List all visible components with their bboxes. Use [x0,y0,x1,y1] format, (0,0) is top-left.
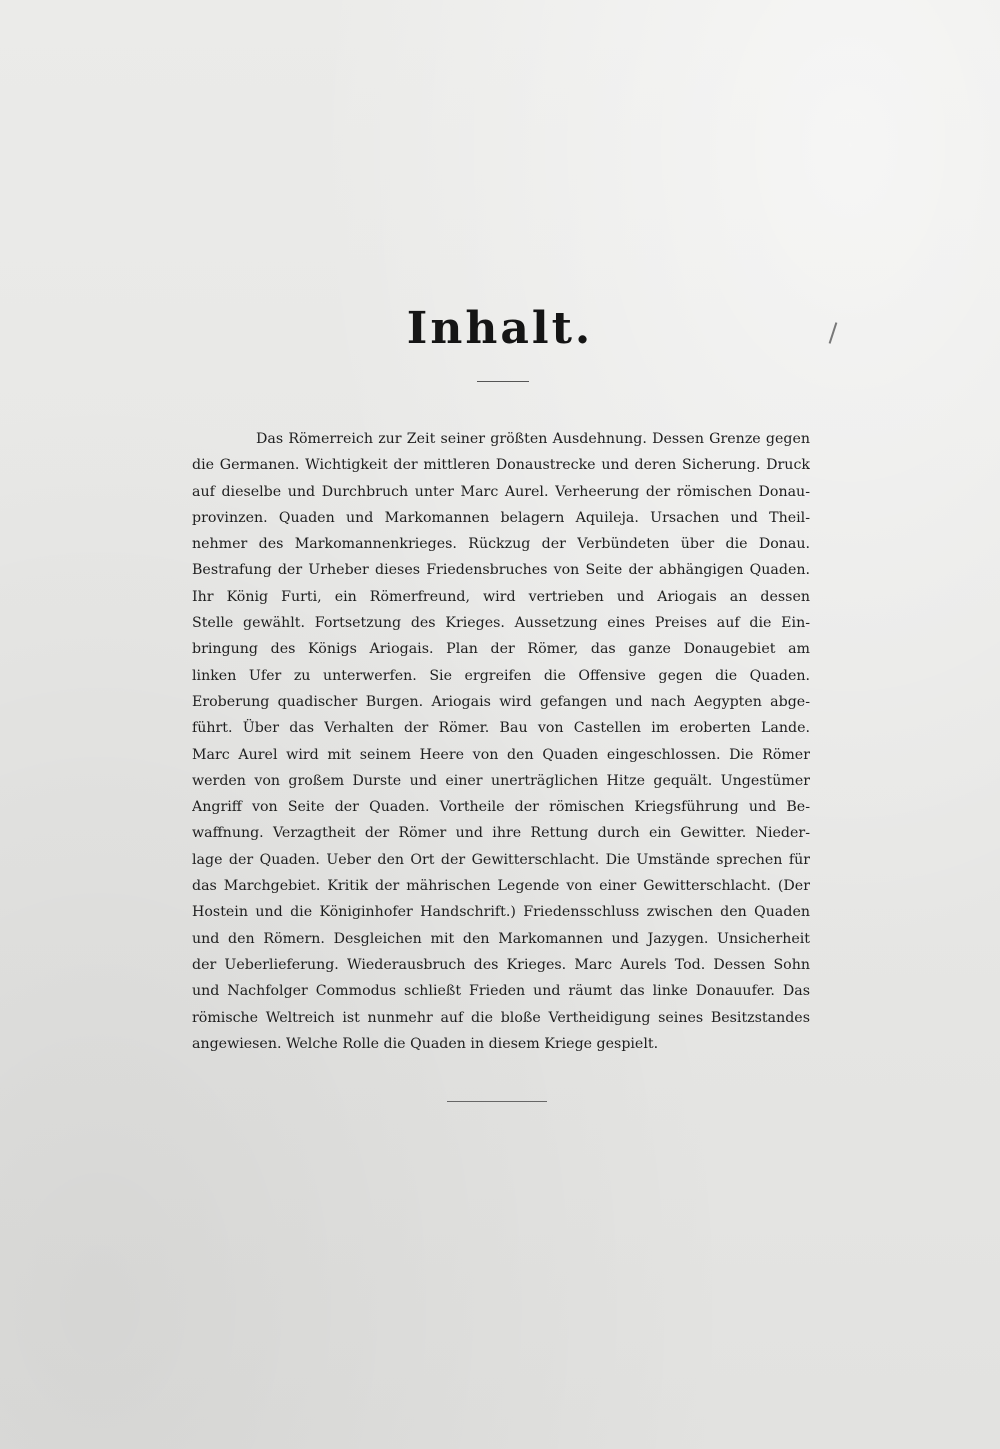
text-line: lage der Quaden. Ueber den Ort der Gewitterschlacht. Die Umstände sprechen für [192,851,810,868]
text-line: nehmer des Markomannenkrieges. Rückzug der Verbündeten über die Donau. [192,536,810,553]
text-line: bringung des Königs Ariogais. Plan der Römer, das ganze Donaugebiet am [192,641,810,658]
text-line: auf dieselbe und Durchbruch unter Marc Aurel. Verheerung der römischen Donau- [192,483,810,500]
text-line: die Germanen. Wichtigkeit der mittleren Donaustrecke und deren Sicherung. Druck [192,457,810,474]
text-line: angewiesen. Welche Rolle die Quaden in diesem Kriege gespielt. [192,1035,659,1052]
title-divider [477,381,529,382]
text-line: Marc Aurel wird mit seinem Heere von den Quaden eingeschlossen. Die Römer [192,746,810,763]
text-line: Hostein und die Königinhofer Handschrift.) Friedensschluss zwischen den Quaden [192,904,810,921]
text-line: waffnung. Verzagtheit der Römer und ihre Rettung durch ein Gewitter. Nieder- [192,825,810,842]
text-line: werden von großem Durste und einer unerträglichen Hitze gequält. Ungestümer [192,772,810,789]
text-line: linken Ufer zu unterwerfen. Sie ergreifen die Offensive gegen die Quaden. [192,667,810,684]
text-line: und den Römern. Desgleichen mit den Markomannen und Jazygen. Unsicherheit [192,930,810,947]
text-line: Bestrafung der Urheber dieses Friedensbruches von Seite der abhängigen Quaden. [192,562,810,579]
text-line: der Ueberlieferung. Wiederausbruch des Krieges. Marc Aurels Tod. Dessen Sohn [192,956,810,973]
end-divider [447,1101,547,1102]
text-line: Das Römerreich zur Zeit seiner größten Ausdehnung. Dessen Grenze gegen [256,431,810,447]
text-line: führt. Über das Verhalten der Römer. Bau von Castellen im eroberten Lande. [192,720,810,737]
text-line: Stelle gewählt. Fortsetzung des Krieges. Aussetzung eines Preises auf die Ein- [192,615,810,632]
text-line: Angriff von Seite der Quaden. Vortheile der römischen Kriegsführung und Be- [192,799,810,816]
text-line: und Nachfolger Commodus schließt Frieden und räumt das linke Donauufer. Das [192,983,810,1000]
contents-paragraph [192,426,810,1057]
text-line: das Marchgebiet. Kritik der mährischen Legende von einer Gewitterschlacht. (Der [192,878,810,895]
text-line: römische Weltreich ist nunmehr auf die bloße Vertheidigung seines Besitzstandes [192,1009,810,1026]
text-line: Eroberung quadischer Burgen. Ariogais wird gefangen und nach Aegypten abge- [192,693,810,710]
text-line: Ihr König Furti, ein Römerfreund, wird vertrieben und Ariogais an dessen [192,588,810,605]
text-line: provinzen. Quaden und Markomannen belagern Aquileja. Ursachen und Theil- [192,509,810,526]
page-title: Inhalt. [406,303,594,354]
